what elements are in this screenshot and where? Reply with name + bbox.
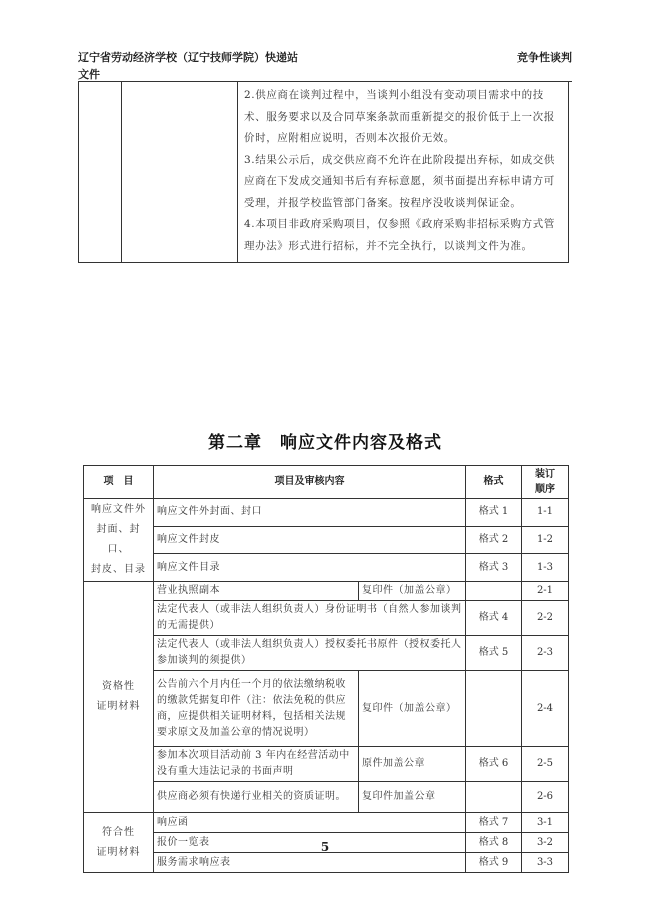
table-row: [84, 853, 569, 873]
header-order-line1: 装订: [535, 469, 555, 480]
row-sub: 原件加盖公章: [359, 747, 466, 782]
header-title: [78, 49, 378, 83]
row-format: 格式 3: [466, 554, 522, 582]
row-format: [466, 671, 522, 747]
category-qualification: [84, 582, 154, 813]
continuation-col1: [79, 82, 122, 263]
category-qualification-line2: 证明材料: [96, 701, 141, 712]
table-row: [84, 582, 569, 601]
category-compliance-line1: 符合性: [102, 826, 135, 838]
table-header-row: [84, 466, 569, 499]
row-order: 2-1: [522, 582, 569, 601]
row-order: 3-2: [522, 833, 569, 853]
row-content: 响应文件封皮: [154, 526, 466, 554]
row-order: 2-6: [522, 782, 569, 813]
row-content: 营业执照副本: [154, 582, 359, 601]
row-format: 格式 2: [466, 526, 522, 554]
category-cover-line1: 响应文件外: [91, 504, 146, 515]
row-sub: 复印件（加盖公章）: [359, 671, 466, 747]
table-row: [84, 671, 569, 747]
clause-2: 2.供应商在谈判过程中，当谈判小组没有变动项目需求中的技术、服务要求以及合同草案条款而重新提交的报价低于上一次报价时，应附相应说明，否则本次报价无效。: [244, 89, 555, 144]
response-docs-table: [83, 465, 569, 873]
category-cover-line3: 封皮、目录: [91, 564, 146, 575]
row-content: 参加本次项目活动前 3 年内在经营活动中没有重大违法记录的书面声明: [154, 747, 359, 782]
header-item: 项 目: [84, 466, 154, 499]
row-content: 服务需求响应表: [154, 853, 466, 873]
row-format: 格式 8: [466, 833, 522, 853]
header-format: 格式: [466, 466, 522, 499]
table-row: [84, 813, 569, 833]
header-title-line1: 辽宁省劳动经济学校（辽宁技师学院）快递站: [78, 51, 298, 64]
row-content: 响应文件目录: [154, 554, 466, 582]
table-row: [84, 636, 569, 671]
row-order: 2-4: [522, 671, 569, 747]
chapter-title: 第二章 响应文件内容及格式: [208, 433, 442, 453]
table-row: [84, 554, 569, 582]
row-format: 格式 4: [466, 601, 522, 636]
table-row: [84, 499, 569, 527]
category-cover-line2: 封面、封口、: [96, 524, 141, 555]
row-content: 响应函: [154, 813, 466, 833]
row-content: 法定代表人（或非法人组织负责人）授权委托书原件（授权委托人参加谈判的须提供）: [154, 636, 466, 671]
row-format: 格式 5: [466, 636, 522, 671]
header-title-line2: 文件: [78, 68, 100, 81]
row-content: 供应商必须有快递行业相关的资质证明。: [154, 782, 359, 813]
row-order: 1-1: [522, 499, 569, 527]
clause-3: 3.结果公示后，成交供应商不允许在此阶段提出弃标，如成交供应商在下发成交通知书后有弃标意愿，须书面提出弃标申请方可受理，并报学校监管部门备案。按程序没收谈判保证金。: [244, 153, 555, 209]
header-order: [522, 466, 569, 499]
row-content: 响应文件外封面、封口: [154, 499, 466, 527]
page-number: 5: [320, 840, 330, 854]
category-qualification-line1: 资格性: [102, 681, 135, 692]
header-order-line2: 顺序: [535, 484, 555, 495]
row-order: 2-2: [522, 601, 569, 636]
row-order: 2-5: [522, 747, 569, 782]
row-format: [466, 582, 522, 601]
table-row: [84, 747, 569, 782]
clause-4: 4.本项目非政府采购项目，仅参照《政府采购非招标采购方式管理办法》形式进行招标，并不完全执行，以谈判文件为准。: [244, 218, 555, 252]
row-content: 报价一览表: [154, 833, 466, 853]
continuation-col2: [122, 82, 238, 263]
row-content: 公告前六个月内任一个月的依法缴纳税收的缴款凭据复印件（注：依法免税的供应商，应提供相关证明材料，包括相关法规要求原文及加盖公章的情况说明）: [154, 671, 359, 747]
row-format: 格式 7: [466, 813, 522, 833]
header-content: 项目及审核内容: [154, 466, 466, 499]
row-sub: 复印件（加盖公章）: [359, 582, 466, 601]
row-order: 1-2: [522, 526, 569, 554]
row-content: 法定代表人（或非法人组织负责人）身份证明书（自然人参加谈判的无需提供）: [154, 601, 466, 636]
row-order: 1-3: [522, 554, 569, 582]
row-format: [466, 782, 522, 813]
row-order: 2-3: [522, 636, 569, 671]
header-doc-type: 竞争性谈判: [517, 51, 572, 64]
table-row: [84, 526, 569, 554]
row-order: 3-3: [522, 853, 569, 873]
row-sub: 复印件加盖公章: [359, 782, 466, 813]
continuation-table: [78, 81, 569, 263]
continuation-text: [238, 82, 569, 263]
row-format: 格式 6: [466, 747, 522, 782]
table-row: [84, 782, 569, 813]
category-compliance-line2: 证明材料: [96, 846, 141, 858]
row-format: 格式 1: [466, 499, 522, 527]
row-order: 3-1: [522, 813, 569, 833]
row-format: 格式 9: [466, 853, 522, 873]
category-cover: [84, 499, 154, 582]
table-row: [84, 601, 569, 636]
